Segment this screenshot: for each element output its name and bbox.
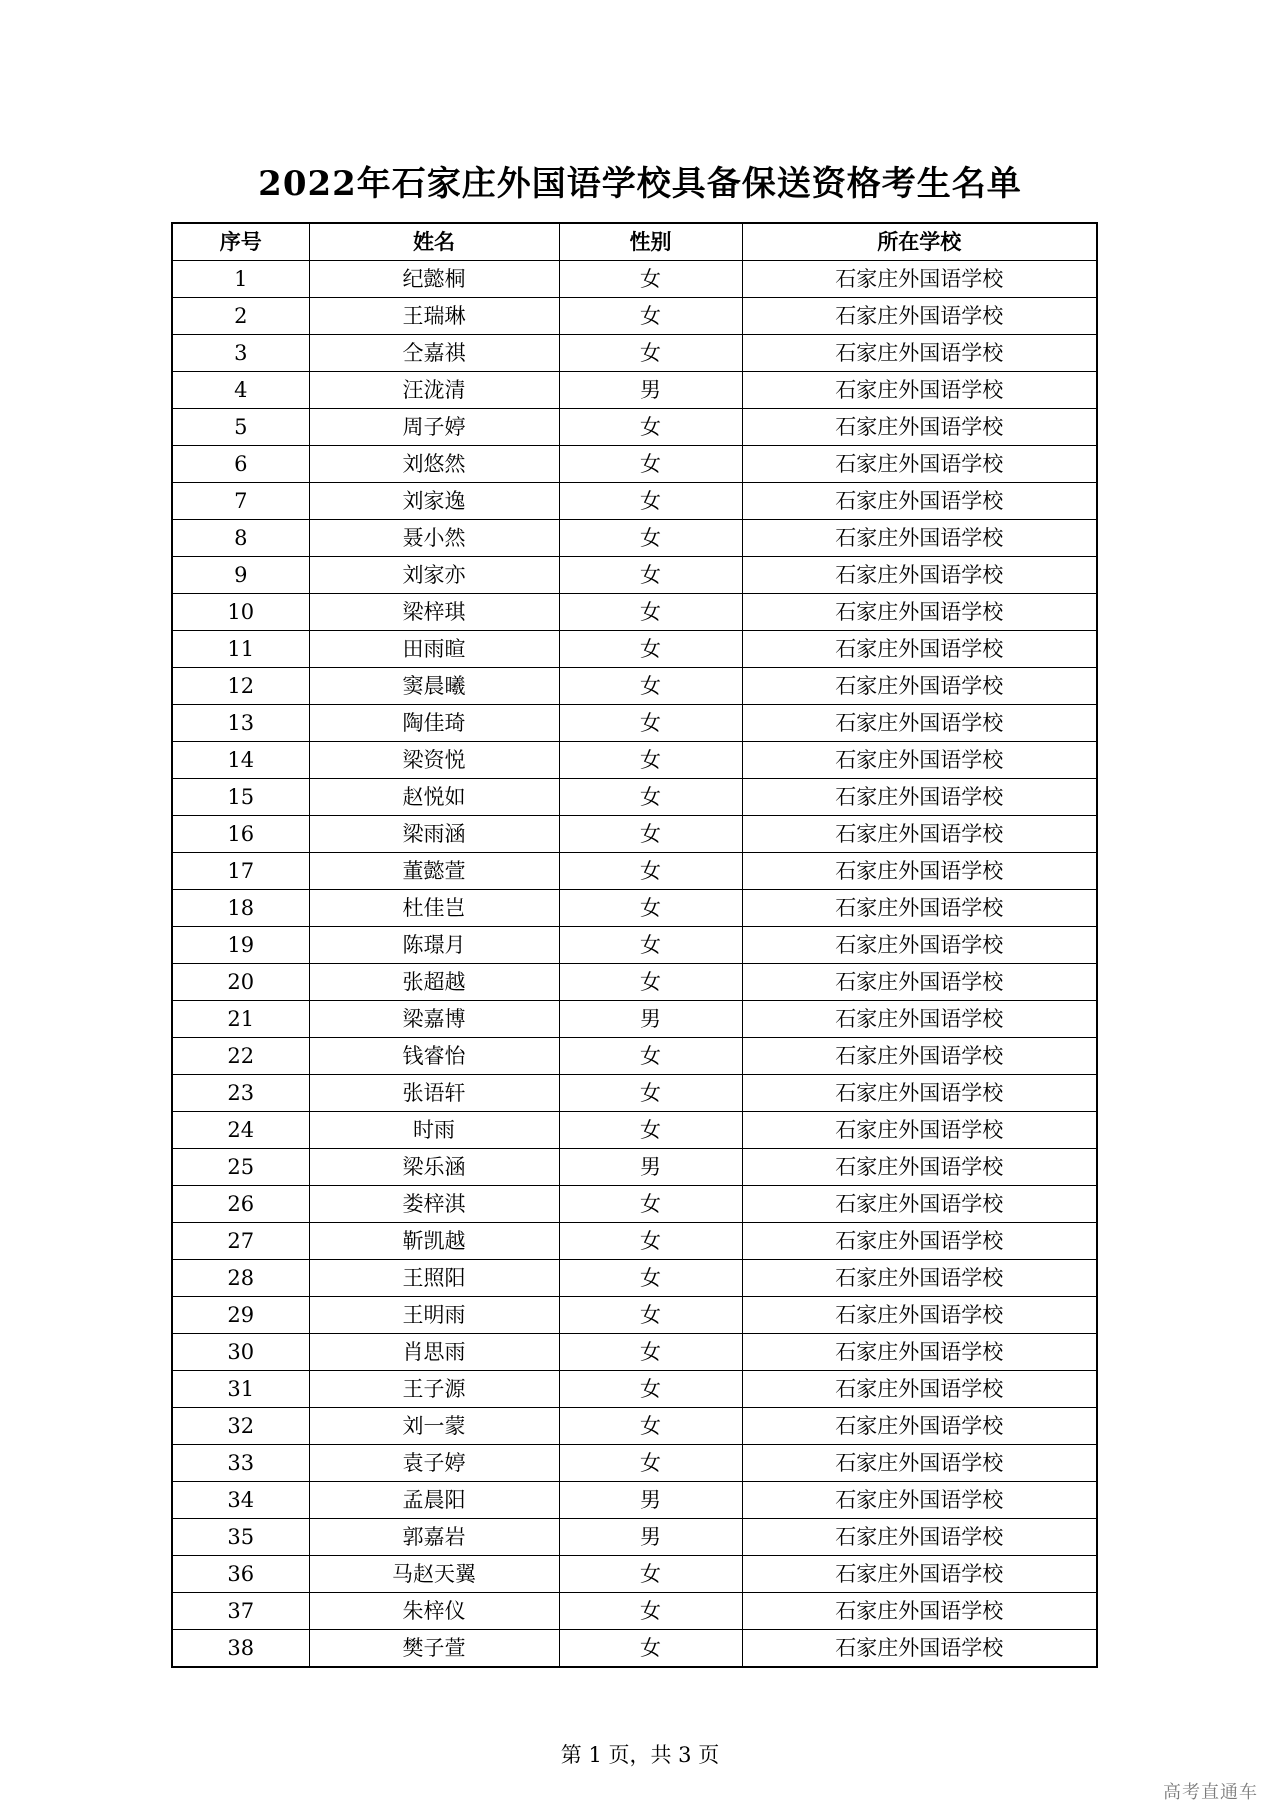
cell-school: 石家庄外国语学校 — [742, 1001, 1097, 1038]
table-row — [172, 742, 1097, 779]
table-row — [172, 1001, 1097, 1038]
cell-name: 纪懿桐 — [309, 261, 559, 298]
cell-seq: 31 — [172, 1371, 309, 1408]
cell-seq: 14 — [172, 742, 309, 779]
cell-name: 刘家逸 — [309, 483, 559, 520]
cell-seq: 4 — [172, 372, 309, 409]
cell-name: 张语轩 — [309, 1075, 559, 1112]
cell-school: 石家庄外国语学校 — [742, 520, 1097, 557]
cell-seq: 38 — [172, 1630, 309, 1668]
cell-gender: 男 — [559, 1519, 742, 1556]
table-row — [172, 594, 1097, 631]
cell-seq: 27 — [172, 1223, 309, 1260]
cell-seq: 22 — [172, 1038, 309, 1075]
cell-name: 汪泷清 — [309, 372, 559, 409]
cell-seq: 28 — [172, 1260, 309, 1297]
cell-seq: 10 — [172, 594, 309, 631]
cell-gender: 女 — [559, 483, 742, 520]
table-row — [172, 964, 1097, 1001]
cell-name: 梁嘉博 — [309, 1001, 559, 1038]
cell-gender: 男 — [559, 1149, 742, 1186]
cell-gender: 女 — [559, 520, 742, 557]
cell-name: 梁资悦 — [309, 742, 559, 779]
cell-gender: 女 — [559, 557, 742, 594]
table-row — [172, 779, 1097, 816]
cell-name: 陈璟月 — [309, 927, 559, 964]
cell-name: 陶佳琦 — [309, 705, 559, 742]
table-row — [172, 1149, 1097, 1186]
table-row — [172, 557, 1097, 594]
table-row — [172, 890, 1097, 927]
cell-name: 聂小然 — [309, 520, 559, 557]
cell-school: 石家庄外国语学校 — [742, 1519, 1097, 1556]
header-seq: 序号 — [172, 223, 309, 261]
cell-seq: 18 — [172, 890, 309, 927]
cell-name: 田雨暄 — [309, 631, 559, 668]
cell-school: 石家庄外国语学校 — [742, 1223, 1097, 1260]
cell-school: 石家庄外国语学校 — [742, 372, 1097, 409]
cell-name: 袁子婷 — [309, 1445, 559, 1482]
header-school: 所在学校 — [742, 223, 1097, 261]
cell-name: 梁梓琪 — [309, 594, 559, 631]
cell-name: 刘一蒙 — [309, 1408, 559, 1445]
cell-school: 石家庄外国语学校 — [742, 927, 1097, 964]
cell-gender: 女 — [559, 1630, 742, 1668]
cell-name: 娄梓淇 — [309, 1186, 559, 1223]
table-row — [172, 631, 1097, 668]
cell-name: 时雨 — [309, 1112, 559, 1149]
table-row — [172, 446, 1097, 483]
table-row — [172, 853, 1097, 890]
cell-seq: 34 — [172, 1482, 309, 1519]
table-row — [172, 668, 1097, 705]
cell-seq: 37 — [172, 1593, 309, 1630]
table-row — [172, 483, 1097, 520]
cell-seq: 19 — [172, 927, 309, 964]
cell-gender: 女 — [559, 594, 742, 631]
cell-school: 石家庄外国语学校 — [742, 742, 1097, 779]
cell-seq: 17 — [172, 853, 309, 890]
cell-name: 朱梓仪 — [309, 1593, 559, 1630]
table-row — [172, 298, 1097, 335]
cell-school: 石家庄外国语学校 — [742, 1482, 1097, 1519]
cell-gender: 女 — [559, 853, 742, 890]
cell-seq: 35 — [172, 1519, 309, 1556]
cell-name: 周子婷 — [309, 409, 559, 446]
table-row — [172, 1630, 1097, 1668]
page-number: 第 1 页，共 3 页 — [560, 1743, 720, 1767]
cell-school: 石家庄外国语学校 — [742, 594, 1097, 631]
cell-gender: 女 — [559, 1075, 742, 1112]
table-row — [172, 1112, 1097, 1149]
cell-school: 石家庄外国语学校 — [742, 1556, 1097, 1593]
table-row — [172, 816, 1097, 853]
cell-name: 孟晨阳 — [309, 1482, 559, 1519]
cell-school: 石家庄外国语学校 — [742, 1630, 1097, 1668]
cell-seq: 9 — [172, 557, 309, 594]
table-row — [172, 1482, 1097, 1519]
cell-gender: 女 — [559, 1556, 742, 1593]
cell-seq: 32 — [172, 1408, 309, 1445]
cell-gender: 女 — [559, 446, 742, 483]
cell-school: 石家庄外国语学校 — [742, 853, 1097, 890]
cell-name: 樊子萱 — [309, 1630, 559, 1668]
cell-seq: 13 — [172, 705, 309, 742]
cell-seq: 1 — [172, 261, 309, 298]
cell-gender: 女 — [559, 927, 742, 964]
cell-name: 杜佳岂 — [309, 890, 559, 927]
cell-school: 石家庄外国语学校 — [742, 779, 1097, 816]
cell-gender: 女 — [559, 631, 742, 668]
cell-school: 石家庄外国语学校 — [742, 668, 1097, 705]
cell-school: 石家庄外国语学校 — [742, 631, 1097, 668]
watermark-text: 高考直通车 — [1163, 1782, 1258, 1803]
cell-name: 张超越 — [309, 964, 559, 1001]
cell-seq: 25 — [172, 1149, 309, 1186]
table-row — [172, 409, 1097, 446]
cell-school: 石家庄外国语学校 — [742, 1149, 1097, 1186]
cell-school: 石家庄外国语学校 — [742, 964, 1097, 1001]
cell-name: 肖思雨 — [309, 1334, 559, 1371]
cell-school: 石家庄外国语学校 — [742, 557, 1097, 594]
cell-gender: 女 — [559, 1593, 742, 1630]
cell-name: 王瑞琳 — [309, 298, 559, 335]
candidate-table — [171, 222, 1098, 1668]
cell-name: 马赵天翼 — [309, 1556, 559, 1593]
cell-gender: 女 — [559, 779, 742, 816]
cell-seq: 15 — [172, 779, 309, 816]
cell-school: 石家庄外国语学校 — [742, 335, 1097, 372]
cell-gender: 女 — [559, 816, 742, 853]
cell-school: 石家庄外国语学校 — [742, 1334, 1097, 1371]
cell-seq: 16 — [172, 816, 309, 853]
table-row — [172, 1593, 1097, 1630]
cell-seq: 3 — [172, 335, 309, 372]
table-row — [172, 1186, 1097, 1223]
cell-seq: 24 — [172, 1112, 309, 1149]
cell-school: 石家庄外国语学校 — [742, 1408, 1097, 1445]
table-row — [172, 1408, 1097, 1445]
table-row — [172, 1075, 1097, 1112]
cell-gender: 女 — [559, 261, 742, 298]
cell-name: 刘家亦 — [309, 557, 559, 594]
cell-seq: 2 — [172, 298, 309, 335]
cell-seq: 7 — [172, 483, 309, 520]
cell-school: 石家庄外国语学校 — [742, 298, 1097, 335]
cell-name: 梁乐涵 — [309, 1149, 559, 1186]
cell-gender: 女 — [559, 1112, 742, 1149]
table-row — [172, 372, 1097, 409]
cell-name: 仝嘉祺 — [309, 335, 559, 372]
cell-gender: 女 — [559, 1408, 742, 1445]
table-row — [172, 520, 1097, 557]
cell-name: 梁雨涵 — [309, 816, 559, 853]
table-row — [172, 1038, 1097, 1075]
table-row — [172, 1519, 1097, 1556]
cell-gender: 女 — [559, 1186, 742, 1223]
cell-gender: 女 — [559, 1334, 742, 1371]
table-body — [172, 261, 1097, 1668]
cell-seq: 30 — [172, 1334, 309, 1371]
cell-gender: 女 — [559, 890, 742, 927]
cell-seq: 21 — [172, 1001, 309, 1038]
cell-school: 石家庄外国语学校 — [742, 890, 1097, 927]
cell-school: 石家庄外国语学校 — [742, 1075, 1097, 1112]
cell-gender: 女 — [559, 409, 742, 446]
cell-school: 石家庄外国语学校 — [742, 409, 1097, 446]
cell-seq: 11 — [172, 631, 309, 668]
cell-school: 石家庄外国语学校 — [742, 1593, 1097, 1630]
cell-gender: 男 — [559, 1482, 742, 1519]
cell-name: 靳凯越 — [309, 1223, 559, 1260]
cell-gender: 女 — [559, 742, 742, 779]
cell-name: 赵悦如 — [309, 779, 559, 816]
table-row — [172, 335, 1097, 372]
cell-seq: 29 — [172, 1297, 309, 1334]
cell-gender: 女 — [559, 1223, 742, 1260]
cell-school: 石家庄外国语学校 — [742, 483, 1097, 520]
cell-gender: 女 — [559, 964, 742, 1001]
table-row — [172, 1556, 1097, 1593]
cell-gender: 男 — [559, 1001, 742, 1038]
table-row — [172, 1445, 1097, 1482]
table-row — [172, 927, 1097, 964]
cell-seq: 33 — [172, 1445, 309, 1482]
cell-gender: 女 — [559, 1297, 742, 1334]
cell-name: 王照阳 — [309, 1260, 559, 1297]
document-title: 2022年石家庄外国语学校具备保送资格考生名单 — [258, 164, 1022, 204]
cell-gender: 女 — [559, 1260, 742, 1297]
table-row — [172, 261, 1097, 298]
table-header-row — [172, 223, 1097, 261]
cell-name: 钱睿怡 — [309, 1038, 559, 1075]
cell-school: 石家庄外国语学校 — [742, 816, 1097, 853]
header-gender: 性别 — [559, 223, 742, 261]
cell-school: 石家庄外国语学校 — [742, 1260, 1097, 1297]
cell-school: 石家庄外国语学校 — [742, 705, 1097, 742]
table-row — [172, 1260, 1097, 1297]
cell-seq: 36 — [172, 1556, 309, 1593]
table-row — [172, 1297, 1097, 1334]
header-name: 姓名 — [309, 223, 559, 261]
cell-name: 刘悠然 — [309, 446, 559, 483]
table-row — [172, 1223, 1097, 1260]
table-row — [172, 1371, 1097, 1408]
cell-school: 石家庄外国语学校 — [742, 1038, 1097, 1075]
table-row — [172, 1334, 1097, 1371]
cell-seq: 20 — [172, 964, 309, 1001]
cell-gender: 男 — [559, 372, 742, 409]
cell-gender: 女 — [559, 1038, 742, 1075]
cell-name: 王子源 — [309, 1371, 559, 1408]
cell-school: 石家庄外国语学校 — [742, 1297, 1097, 1334]
cell-school: 石家庄外国语学校 — [742, 1445, 1097, 1482]
table-row — [172, 705, 1097, 742]
cell-gender: 女 — [559, 1371, 742, 1408]
cell-school: 石家庄外国语学校 — [742, 1112, 1097, 1149]
cell-seq: 5 — [172, 409, 309, 446]
cell-seq: 8 — [172, 520, 309, 557]
cell-name: 窦晨曦 — [309, 668, 559, 705]
cell-name: 郭嘉岩 — [309, 1519, 559, 1556]
cell-gender: 女 — [559, 298, 742, 335]
cell-school: 石家庄外国语学校 — [742, 1186, 1097, 1223]
cell-gender: 女 — [559, 335, 742, 372]
cell-name: 董懿萱 — [309, 853, 559, 890]
cell-gender: 女 — [559, 705, 742, 742]
cell-gender: 女 — [559, 1445, 742, 1482]
cell-school: 石家庄外国语学校 — [742, 446, 1097, 483]
cell-seq: 6 — [172, 446, 309, 483]
cell-school: 石家庄外国语学校 — [742, 1371, 1097, 1408]
cell-name: 王明雨 — [309, 1297, 559, 1334]
cell-seq: 12 — [172, 668, 309, 705]
cell-seq: 26 — [172, 1186, 309, 1223]
cell-school: 石家庄外国语学校 — [742, 261, 1097, 298]
cell-seq: 23 — [172, 1075, 309, 1112]
cell-gender: 女 — [559, 668, 742, 705]
